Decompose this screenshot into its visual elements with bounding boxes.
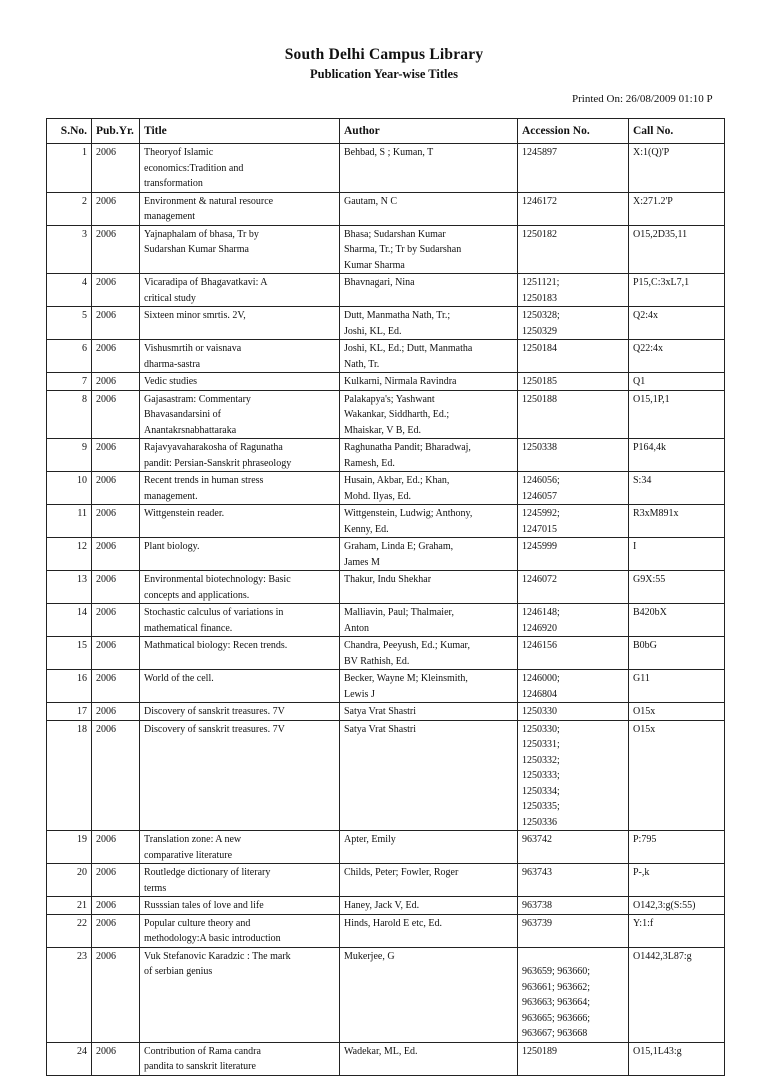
cell-title: Rajavyavaharakosha of Ragunatha pandit: Persian-Sanskrit phraseology (140, 439, 340, 472)
cell-pub-year: 2006 (92, 831, 140, 864)
column-header-pub-year: Pub.Yr. (92, 119, 140, 144)
cell-accession: 1246156 (518, 637, 629, 670)
cell-title: World of the cell. (140, 670, 340, 703)
cell-accession: 963743 (518, 864, 629, 897)
table-row (47, 571, 725, 604)
cell-call-no: O15,1P,1 (629, 390, 725, 439)
cell-author: Hinds, Harold E etc, Ed. (340, 914, 518, 947)
cell-author: Dutt, Manmatha Nath, Tr.; Joshi, KL, Ed. (340, 307, 518, 340)
cell-title: Environment & natural resource management (140, 192, 340, 225)
table-row (47, 604, 725, 637)
cell-title: Mathmatical biology: Recen trends. (140, 637, 340, 670)
table-row (47, 505, 725, 538)
cell-author: Wadekar, ML, Ed. (340, 1042, 518, 1075)
cell-title: Sixteen minor smrtis. 2V, (140, 307, 340, 340)
cell-accession: 1246072 (518, 571, 629, 604)
report-title: South Delhi Campus Library (284, 46, 484, 63)
cell-sno: 22 (47, 914, 92, 947)
cell-pub-year: 2006 (92, 472, 140, 505)
cell-call-no: X:1(Q)'P (629, 144, 725, 193)
cell-title: Russsian tales of love and life (140, 897, 340, 915)
cell-title: Recent trends in human stress management. (140, 472, 340, 505)
cell-sno: 5 (47, 307, 92, 340)
cell-accession: 1250328; 1250329 (518, 307, 629, 340)
cell-pub-year: 2006 (92, 670, 140, 703)
cell-accession: 1250184 (518, 340, 629, 373)
cell-accession: 1245897 (518, 144, 629, 193)
cell-title: Vedic studies (140, 373, 340, 391)
cell-author: Graham, Linda E; Graham, James M (340, 538, 518, 571)
cell-call-no: O142,3:g(S:55) (629, 897, 725, 915)
cell-title: Stochastic calculus of variations in mathematical finance. (140, 604, 340, 637)
cell-pub-year: 2006 (92, 1042, 140, 1075)
cell-call-no: B420bX (629, 604, 725, 637)
cell-accession: 963742 (518, 831, 629, 864)
cell-sno: 4 (47, 274, 92, 307)
table-row (47, 144, 725, 193)
table-row (47, 864, 725, 897)
cell-pub-year: 2006 (92, 225, 140, 274)
cell-title: Gajasastram: Commentary Bhavasandarsini of Anantakrsnabhattaraka (140, 390, 340, 439)
cell-sno: 21 (47, 897, 92, 915)
cell-accession: 1251121; 1250183 (518, 274, 629, 307)
table-row (47, 831, 725, 864)
cell-call-no: Q22:4x (629, 340, 725, 373)
cell-author: Wittgenstein, Ludwig; Anthony, Kenny, Ed. (340, 505, 518, 538)
cell-call-no: Q2:4x (629, 307, 725, 340)
cell-sno: 11 (47, 505, 92, 538)
column-header-title: Title (140, 119, 340, 144)
cell-author: Kulkarni, Nirmala Ravindra (340, 373, 518, 391)
cell-call-no: X:271.2'P (629, 192, 725, 225)
cell-sno: 6 (47, 340, 92, 373)
table-row (47, 439, 725, 472)
cell-call-no: O1442,3L87:g (629, 947, 725, 1042)
table-row (47, 274, 725, 307)
cell-author: Bhasa; Sudarshan Kumar Sharma, Tr.; Tr by Sudarshan Kumar Sharma (340, 225, 518, 274)
table-row (47, 225, 725, 274)
table-row (47, 670, 725, 703)
cell-author: Raghunatha Pandit; Bharadwaj, Ramesh, Ed. (340, 439, 518, 472)
table-row (47, 307, 725, 340)
cell-author: Husain, Akbar, Ed.; Khan, Mohd. Ilyas, Ed. (340, 472, 518, 505)
cell-pub-year: 2006 (92, 914, 140, 947)
cell-author: Childs, Peter; Fowler, Roger (340, 864, 518, 897)
cell-pub-year: 2006 (92, 571, 140, 604)
table-row (47, 340, 725, 373)
cell-accession: 963738 (518, 897, 629, 915)
cell-title: Translation zone: A new comparative literature (140, 831, 340, 864)
cell-sno: 7 (47, 373, 92, 391)
column-header-author: Author (340, 119, 518, 144)
cell-author: Satya Vrat Shastri (340, 703, 518, 721)
cell-call-no: P:795 (629, 831, 725, 864)
cell-pub-year: 2006 (92, 505, 140, 538)
printed-on-timestamp: Printed On: 26/08/2009 01:10 P (572, 93, 713, 105)
cell-sno: 13 (47, 571, 92, 604)
cell-sno: 23 (47, 947, 92, 1042)
cell-pub-year: 2006 (92, 307, 140, 340)
cell-author: Apter, Emily (340, 831, 518, 864)
cell-pub-year: 2006 (92, 274, 140, 307)
cell-pub-year: 2006 (92, 864, 140, 897)
cell-accession: 1250189 (518, 1042, 629, 1075)
cell-pub-year: 2006 (92, 192, 140, 225)
cell-accession: 1246148; 1246920 (518, 604, 629, 637)
cell-pub-year: 2006 (92, 637, 140, 670)
cell-title: Wittgenstein reader. (140, 505, 340, 538)
column-header-call-no: Call No. (629, 119, 725, 144)
cell-title: Environmental biotechnology: Basic concepts and applications. (140, 571, 340, 604)
cell-call-no: I (629, 538, 725, 571)
table-row (47, 720, 725, 831)
cell-sno: 3 (47, 225, 92, 274)
cell-title: Theoryof Islamic economics:Tradition and transformation (140, 144, 340, 193)
cell-accession: 1250182 (518, 225, 629, 274)
cell-pub-year: 2006 (92, 390, 140, 439)
table-row (47, 897, 725, 915)
cell-call-no: G11 (629, 670, 725, 703)
cell-title: Discovery of sanskrit treasures. 7V (140, 703, 340, 721)
table-row (47, 914, 725, 947)
column-header-sno: S.No. (47, 119, 92, 144)
table-row (47, 538, 725, 571)
cell-call-no: O15x (629, 720, 725, 831)
cell-sno: 16 (47, 670, 92, 703)
cell-call-no: R3xM891x (629, 505, 725, 538)
cell-call-no: O15,1L43:g (629, 1042, 725, 1075)
cell-sno: 24 (47, 1042, 92, 1075)
cell-pub-year: 2006 (92, 897, 140, 915)
cell-call-no: S:34 (629, 472, 725, 505)
cell-pub-year: 2006 (92, 703, 140, 721)
cell-sno: 18 (47, 720, 92, 831)
cell-call-no: P15,C:3xL7,1 (629, 274, 725, 307)
cell-call-no: Y:1:f (629, 914, 725, 947)
cell-author: Joshi, KL, Ed.; Dutt, Manmatha Nath, Tr. (340, 340, 518, 373)
table-row (47, 472, 725, 505)
cell-accession: 1250338 (518, 439, 629, 472)
cell-author: Mukerjee, G (340, 947, 518, 1042)
cell-title: Vicaradipa of Bhagavatkavi: A critical study (140, 274, 340, 307)
cell-author: Malliavin, Paul; Thalmaier, Anton (340, 604, 518, 637)
cell-pub-year: 2006 (92, 538, 140, 571)
cell-sno: 12 (47, 538, 92, 571)
cell-title: Discovery of sanskrit treasures. 7V (140, 720, 340, 831)
titles-table-container (46, 118, 768, 1072)
table-row (47, 192, 725, 225)
table-row (47, 637, 725, 670)
column-header-accession: Accession No. (518, 119, 629, 144)
cell-title: Vuk Stefanovic Karadzic : The mark of serbian genius (140, 947, 340, 1042)
cell-sno: 1 (47, 144, 92, 193)
cell-accession: 1250188 (518, 390, 629, 439)
cell-pub-year: 2006 (92, 144, 140, 193)
cell-pub-year: 2006 (92, 720, 140, 831)
cell-accession: 1246056; 1246057 (518, 472, 629, 505)
cell-sno: 2 (47, 192, 92, 225)
cell-accession: 1246172 (518, 192, 629, 225)
cell-accession: 963739 (518, 914, 629, 947)
cell-author: Chandra, Peeyush, Ed.; Kumar, BV Rathish, Ed. (340, 637, 518, 670)
cell-pub-year: 2006 (92, 373, 140, 391)
cell-pub-year: 2006 (92, 947, 140, 1042)
cell-sno: 14 (47, 604, 92, 637)
cell-sno: 20 (47, 864, 92, 897)
cell-title: Popular culture theory and methodology:A basic introduction (140, 914, 340, 947)
cell-call-no: O15,2D35,11 (629, 225, 725, 274)
table-row (47, 947, 725, 1042)
cell-author: Satya Vrat Shastri (340, 720, 518, 831)
cell-accession: 1250330; 1250331; 1250332; 1250333; 1250334; 1250335; 1250336 (518, 720, 629, 831)
table-header-row (47, 119, 725, 144)
cell-author: Haney, Jack V, Ed. (340, 897, 518, 915)
cell-call-no: G9X:55 (629, 571, 725, 604)
cell-accession: 1245992; 1247015 (518, 505, 629, 538)
cell-sno: 9 (47, 439, 92, 472)
cell-call-no: P-,k (629, 864, 725, 897)
cell-author: Behbad, S ; Kuman, T (340, 144, 518, 193)
cell-accession: 1250185 (518, 373, 629, 391)
cell-title: Contribution of Rama candra pandita to sanskrit literature (140, 1042, 340, 1075)
titles-table (46, 118, 725, 1076)
cell-call-no: P164,4k (629, 439, 725, 472)
cell-call-no: Q1 (629, 373, 725, 391)
cell-sno: 10 (47, 472, 92, 505)
cell-title: Routledge dictionary of literary terms (140, 864, 340, 897)
cell-title: Yajnaphalam of bhasa, Tr by Sudarshan Kumar Sharma (140, 225, 340, 274)
cell-author: Gautam, N C (340, 192, 518, 225)
cell-pub-year: 2006 (92, 439, 140, 472)
cell-author: Becker, Wayne M; Kleinsmith, Lewis J (340, 670, 518, 703)
cell-accession: 1246000; 1246804 (518, 670, 629, 703)
cell-pub-year: 2006 (92, 604, 140, 637)
cell-pub-year: 2006 (92, 340, 140, 373)
report-subtitle: Publication Year-wise Titles (310, 67, 458, 81)
cell-call-no: B0bG (629, 637, 725, 670)
cell-call-no: O15x (629, 703, 725, 721)
cell-sno: 17 (47, 703, 92, 721)
table-row (47, 373, 725, 391)
cell-accession: 1250330 (518, 703, 629, 721)
cell-accession: 1245999 (518, 538, 629, 571)
cell-title: Vishusmrtih or vaisnava dharma-sastra (140, 340, 340, 373)
cell-accession: 963659; 963660; 963661; 963662; 963663; 963664; 963665; 963666; 963667; 963668 (518, 947, 629, 1042)
table-row (47, 703, 725, 721)
table-row (47, 390, 725, 439)
cell-title: Plant biology. (140, 538, 340, 571)
cell-sno: 19 (47, 831, 92, 864)
cell-author: Thakur, Indu Shekhar (340, 571, 518, 604)
cell-sno: 15 (47, 637, 92, 670)
cell-author: Palakapya's; Yashwant Wakankar, Siddharth, Ed.; Mhaiskar, V B, Ed. (340, 390, 518, 439)
cell-sno: 8 (47, 390, 92, 439)
table-row (47, 1042, 725, 1075)
cell-author: Bhavnagari, Nina (340, 274, 518, 307)
